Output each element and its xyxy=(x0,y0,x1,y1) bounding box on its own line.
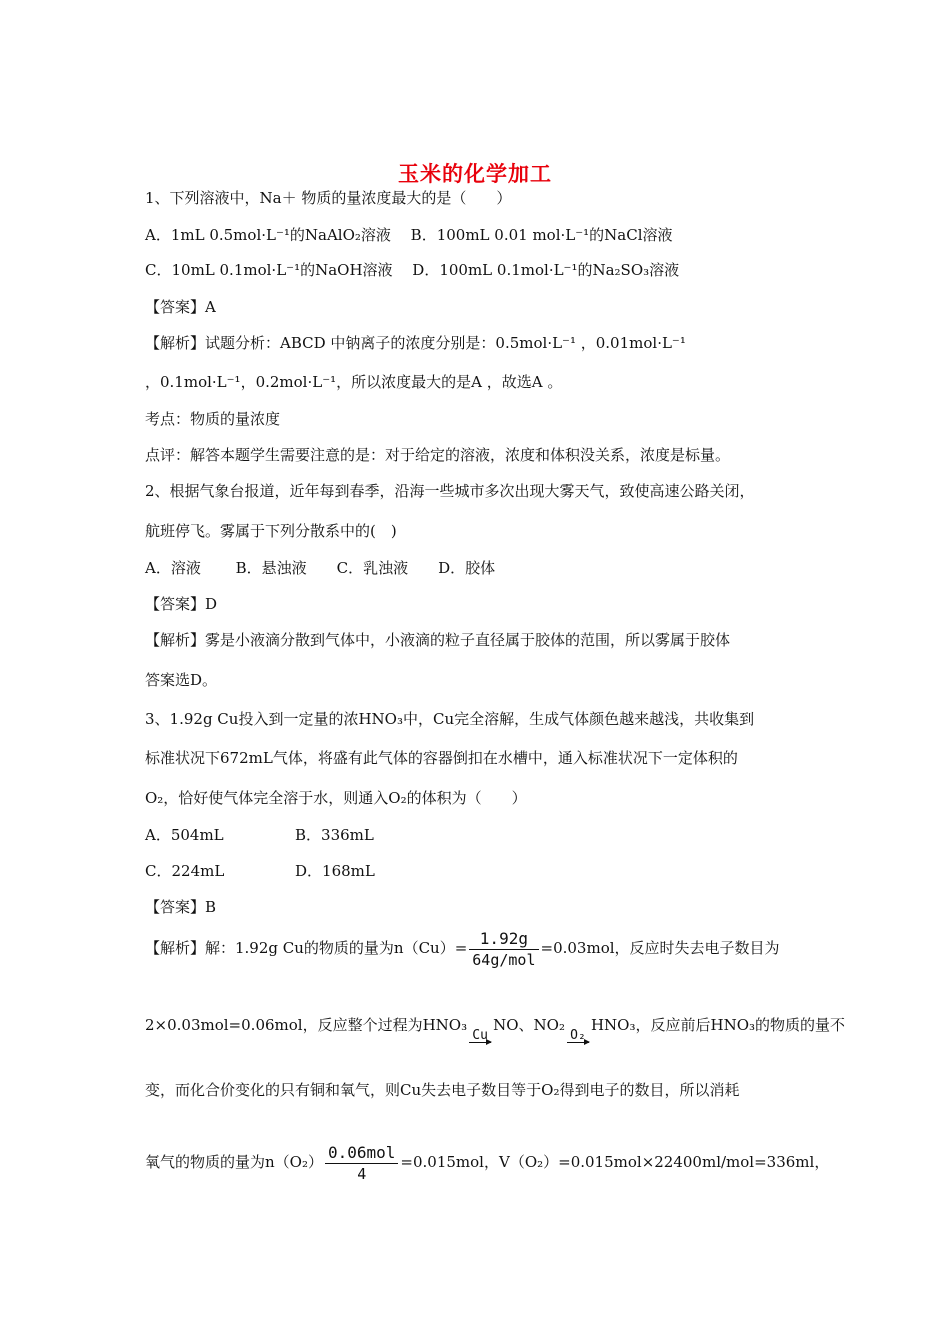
reaction-arrow-cu xyxy=(467,1015,493,1043)
question-2-analysis-line-1: 【解析】雾是小液滴分散到气体中，小液滴的粒子直径属于胶体的范围，所以雾属于胶体 xyxy=(145,631,731,649)
question-3-answer: 【答案】B xyxy=(145,898,217,916)
question-1-comment: 点评：解答本题学生需要注意的是：对于给定的溶液，浓度和体积没关系，浓度是标量。 xyxy=(145,446,731,464)
analysis-text: NO、NO₂ xyxy=(493,1016,565,1034)
fraction-oxygen-moles xyxy=(325,1143,398,1184)
fraction-copper-moles xyxy=(469,929,538,970)
question-3-option-b: B．336mL xyxy=(295,826,374,844)
question-3-option-d: D．168mL xyxy=(295,862,375,880)
analysis-text: =0.03mol，反应时失去电子数目为 xyxy=(540,939,780,957)
right-arrow-icon xyxy=(567,1042,589,1043)
document-title: 玉米的化学加工 xyxy=(398,161,552,186)
question-3-option-c: C．224mL xyxy=(145,862,225,880)
analysis-text: 氧气的物质的量为n（O₂） xyxy=(145,1153,323,1171)
fraction-numerator: 0.06mol xyxy=(325,1143,398,1164)
question-3-analysis-line-1 xyxy=(145,928,780,970)
question-1-point: 考点：物质的量浓度 xyxy=(145,410,281,428)
question-3-analysis-line-4 xyxy=(145,1142,829,1184)
right-arrow-icon xyxy=(469,1042,491,1043)
question-2-options: A．溶液 B．悬浊液 C．乳浊液 D．胶体 xyxy=(145,559,496,577)
analysis-text: 【解析】解：1.92g Cu的物质的量为n（Cu）= xyxy=(145,939,468,957)
fraction-denominator: 4 xyxy=(357,1164,367,1183)
question-3-option-a: A．504mL xyxy=(145,826,224,844)
question-2-line-2: 航班停飞。雾属于下列分散系中的( ) xyxy=(145,522,397,540)
question-2-answer: 【答案】D xyxy=(145,595,218,613)
question-3-analysis-line-3: 变，而化合价变化的只有铜和氧气，则Cu失去电子数目等于O₂得到电子的数目，所以消耗 xyxy=(145,1081,740,1099)
question-3-analysis-line-2 xyxy=(145,1015,846,1043)
question-1: 1、下列溶液中，Na＋ 物质的量浓度最大的是（ ） xyxy=(145,189,512,207)
question-2-analysis-line-2: 答案选D。 xyxy=(145,671,218,689)
question-2-line-1: 2、根据气象台报道，近年每到春季，沿海一些城市多次出现大雾天气，致使高速公路关闭， xyxy=(145,482,755,500)
analysis-text: =0.015mol，V（O₂）=0.015mol×22400ml/mol=336ml， xyxy=(400,1153,830,1171)
question-1-answer: 【答案】A xyxy=(145,298,216,316)
question-1-analysis-line-1: 【解析】试题分析：ABCD 中钠离子的浓度分别是：0.5mol·L⁻¹ ，0.01mol·L⁻¹ xyxy=(145,334,686,352)
analysis-text: 2×0.03mol=0.06mol，反应整个过程为HNO₃ xyxy=(145,1016,468,1034)
fraction-numerator: 1.92g xyxy=(469,929,538,950)
fraction-denominator: 64g/mol xyxy=(472,950,536,969)
arrow-label: O₂ xyxy=(570,1028,586,1043)
analysis-text: HNO₃，反应前后HNO₃的物质的量不 xyxy=(590,1016,846,1034)
reaction-arrow-o2 xyxy=(565,1015,591,1043)
question-3-line-2: 标准状况下672mL气体，将盛有此气体的容器倒扣在水槽中，通入标准状况下一定体积的 xyxy=(145,749,738,767)
question-3-line-1: 3、1.92g Cu投入到一定量的浓HNO₃中，Cu完全溶解，生成气体颜色越来越浅，共收集到 xyxy=(145,710,755,728)
question-1-options-ab: A．1mL 0.5mol·L⁻¹的NaAlO₂溶液 B．100mL 0.01 mol·L⁻¹的NaCl溶液 xyxy=(145,226,673,244)
arrow-label: Cu xyxy=(472,1028,488,1043)
question-3-line-3: O₂，恰好使气体完全溶于水，则通入O₂的体积为（ ） xyxy=(145,789,527,807)
question-1-options-cd: C．10mL 0.1mol·L⁻¹的NaOH溶液 D．100mL 0.1mol·L⁻¹的Na₂SO₃溶液 xyxy=(145,261,680,279)
question-1-analysis-line-2: ，0.1mol·L⁻¹，0.2mol·L⁻¹，所以浓度最大的是A ，故选A 。 xyxy=(145,373,563,391)
